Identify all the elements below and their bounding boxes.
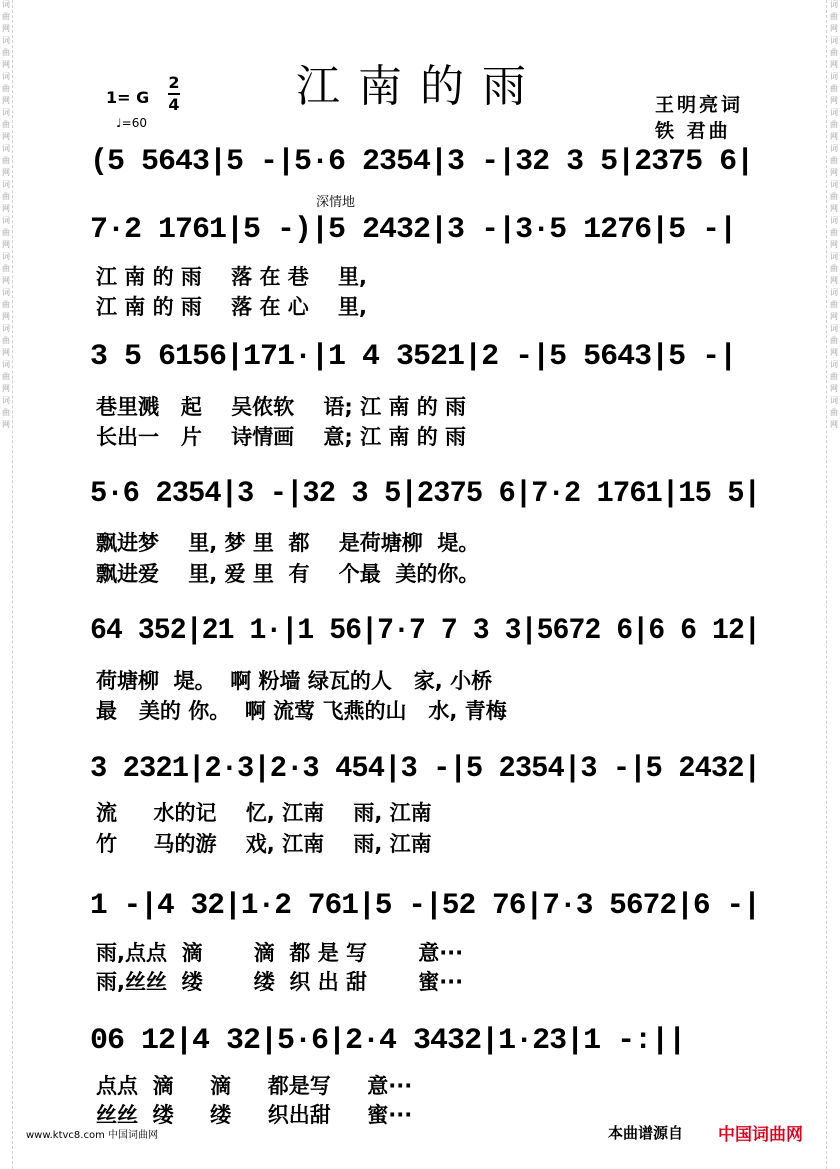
notation-row-1: (5 5643|5 -|5·6 2354|3 -|32 3 5|2375 6| [90,145,754,179]
watermark-char: 词 [2,324,10,333]
watermark-char: 曲 [830,228,838,237]
watermark-char: 网 [2,204,10,213]
watermark-char: 网 [2,240,10,249]
watermark-char: 曲 [2,264,10,273]
watermark-char: 曲 [830,120,838,129]
tempo-mark: ♩=60 [116,116,147,130]
watermark-char: 网 [830,96,838,105]
watermark-char: 词 [2,288,10,297]
watermark-char: 网 [2,168,10,177]
meter-top: 2 [168,73,180,92]
lyric-row-7-verse-1: 雨,点点 滴 滴 都 是 写 意··· [96,941,464,965]
lyric-row-3-verse-2: 长出一 片 诗情画 意; 江 南 的 雨 [96,425,467,449]
watermark-char: 曲 [2,120,10,129]
watermark-char: 曲 [2,228,10,237]
lyric-row-6-verse-1: 流 水的记 忆, 江南 雨, 江南 [96,801,432,825]
watermark-char: 词 [830,72,838,81]
watermark-char: 词 [830,0,838,9]
watermark-char: 词 [2,396,10,405]
watermark-char: 曲 [2,156,10,165]
footer-source-label: 本曲谱源自 [608,1124,684,1142]
watermark-char: 词 [830,216,838,225]
lyric-row-8-verse-2: 丝丝 缕 缕 织出甜 蜜··· [96,1103,413,1127]
watermark-char: 网 [830,420,838,429]
meter-bottom: 4 [168,95,180,114]
watermark-char: 曲 [830,84,838,93]
composer-credit: 铁 君曲 [655,120,731,142]
notation-row-8: 06 12|4 32|5·6|2·4 3432|1·23|1 -:|| [90,1024,686,1058]
watermark-char: 曲 [2,408,10,417]
watermark-char: 词 [2,36,10,45]
notation-row-6: 3 2321|2·3|2·3 454|3 -|5 2354|3 -|5 2432| [90,752,760,786]
watermark-strip-left [0,0,13,1169]
watermark-char: 曲 [830,264,838,273]
watermark-char: 曲 [830,336,838,345]
watermark-char: 网 [830,24,838,33]
notation-row-3: 3 5 6156|171·|1 4 3521|2 -|5 5643|5 -| [90,340,737,374]
watermark-char: 词 [830,324,838,333]
notation-row-7: 1 -|4 32|1·2 761|5 -|52 76|7·3 5672|6 -| [90,889,760,923]
lyric-row-5-verse-1: 荷塘柳 堤。 啊 粉墙 绿瓦的人 家, 小桥 [96,669,493,693]
watermark-char: 曲 [830,12,838,21]
watermark-char: 网 [2,384,10,393]
watermark-char: 词 [2,180,10,189]
watermark-char: 曲 [830,408,838,417]
lyric-row-2-verse-1: 江 南 的 雨 落 在 巷 里, [96,265,368,289]
watermark-char: 网 [830,60,838,69]
watermark-char: 网 [830,384,838,393]
watermark-char: 词 [2,252,10,261]
watermark-char: 曲 [830,48,838,57]
watermark-char: 网 [830,240,838,249]
lyric-row-7-verse-2: 雨,丝丝 缕 缕 织 出 甜 蜜··· [96,970,464,994]
watermark-char: 曲 [2,48,10,57]
watermark-strip-right [826,0,840,1169]
watermark-char: 词 [830,288,838,297]
notation-row-5: 64 352|21 1·|1 56|7·7 7 3 3|5672 6|6 6 12| [90,614,760,648]
watermark-char: 词 [2,144,10,153]
watermark-char: 网 [830,132,838,141]
lyric-row-4-verse-2: 飘进爱 里, 爱 里 有 个最 美的你。 [96,562,480,586]
watermark-char: 网 [2,96,10,105]
watermark-char: 网 [830,348,838,357]
lyric-row-2-verse-2: 江 南 的 雨 落 在 心 里, [96,295,368,319]
footer-url: www.ktvc8.com 中国词曲网 [26,1130,159,1141]
watermark-char: 词 [830,396,838,405]
watermark-char: 词 [2,108,10,117]
watermark-char: 网 [2,24,10,33]
watermark-char: 词 [2,72,10,81]
watermark-char: 网 [2,276,10,285]
watermark-char: 曲 [830,372,838,381]
watermark-char: 网 [2,312,10,321]
watermark-char: 曲 [830,300,838,309]
watermark-char: 词 [830,252,838,261]
time-signature [168,74,180,114]
watermark-char: 词 [2,216,10,225]
notation-row-2: 7·2 1761|5 -)|5 2432|3 -|3·5 1276|5 -| [90,213,737,247]
watermark-char: 曲 [830,192,838,201]
watermark-char: 词 [830,108,838,117]
watermark-char: 词 [830,144,838,153]
notation-row-4: 5·6 2354|3 -|32 3 5|2375 6|7·2 1761|15 5| [90,477,760,511]
watermark-char: 网 [830,204,838,213]
lyric-row-8-verse-1: 点点 滴 滴 都是写 意··· [96,1074,413,1098]
watermark-char: 网 [2,348,10,357]
lyricist-credit: 王明亮词 [655,94,744,116]
expression-mark: 深情地 [316,195,356,210]
watermark-char: 曲 [2,300,10,309]
lyric-row-6-verse-2: 竹 马的游 戏, 江南 雨, 江南 [96,832,432,856]
watermark-char: 词 [830,180,838,189]
watermark-char: 曲 [2,84,10,93]
watermark-char: 网 [2,60,10,69]
watermark-char: 曲 [2,192,10,201]
watermark-char: 词 [2,0,10,9]
watermark-char: 词 [830,360,838,369]
lyric-row-5-verse-2: 最 美的 你。 啊 流莺 飞燕的山 水, 青梅 [96,699,507,723]
lyric-row-3-verse-1: 巷里溅 起 吴侬软 语; 江 南 的 雨 [96,395,467,419]
watermark-char: 曲 [830,156,838,165]
song-title: 江南的雨 [296,61,544,112]
watermark-char: 网 [830,168,838,177]
watermark-char: 词 [830,36,838,45]
watermark-char: 网 [2,420,10,429]
watermark-char: 网 [830,312,838,321]
watermark-char: 网 [830,276,838,285]
watermark-char: 曲 [2,372,10,381]
watermark-char: 曲 [2,12,10,21]
watermark-char: 曲 [2,336,10,345]
key-signature: 1= G [106,88,150,107]
watermark-char: 词 [2,360,10,369]
lyric-row-4-verse-1: 飘进梦 里, 梦 里 都 是荷塘柳 堤。 [96,531,480,555]
watermark-char: 网 [2,132,10,141]
footer-brand: 中国词曲网 [718,1125,803,1145]
